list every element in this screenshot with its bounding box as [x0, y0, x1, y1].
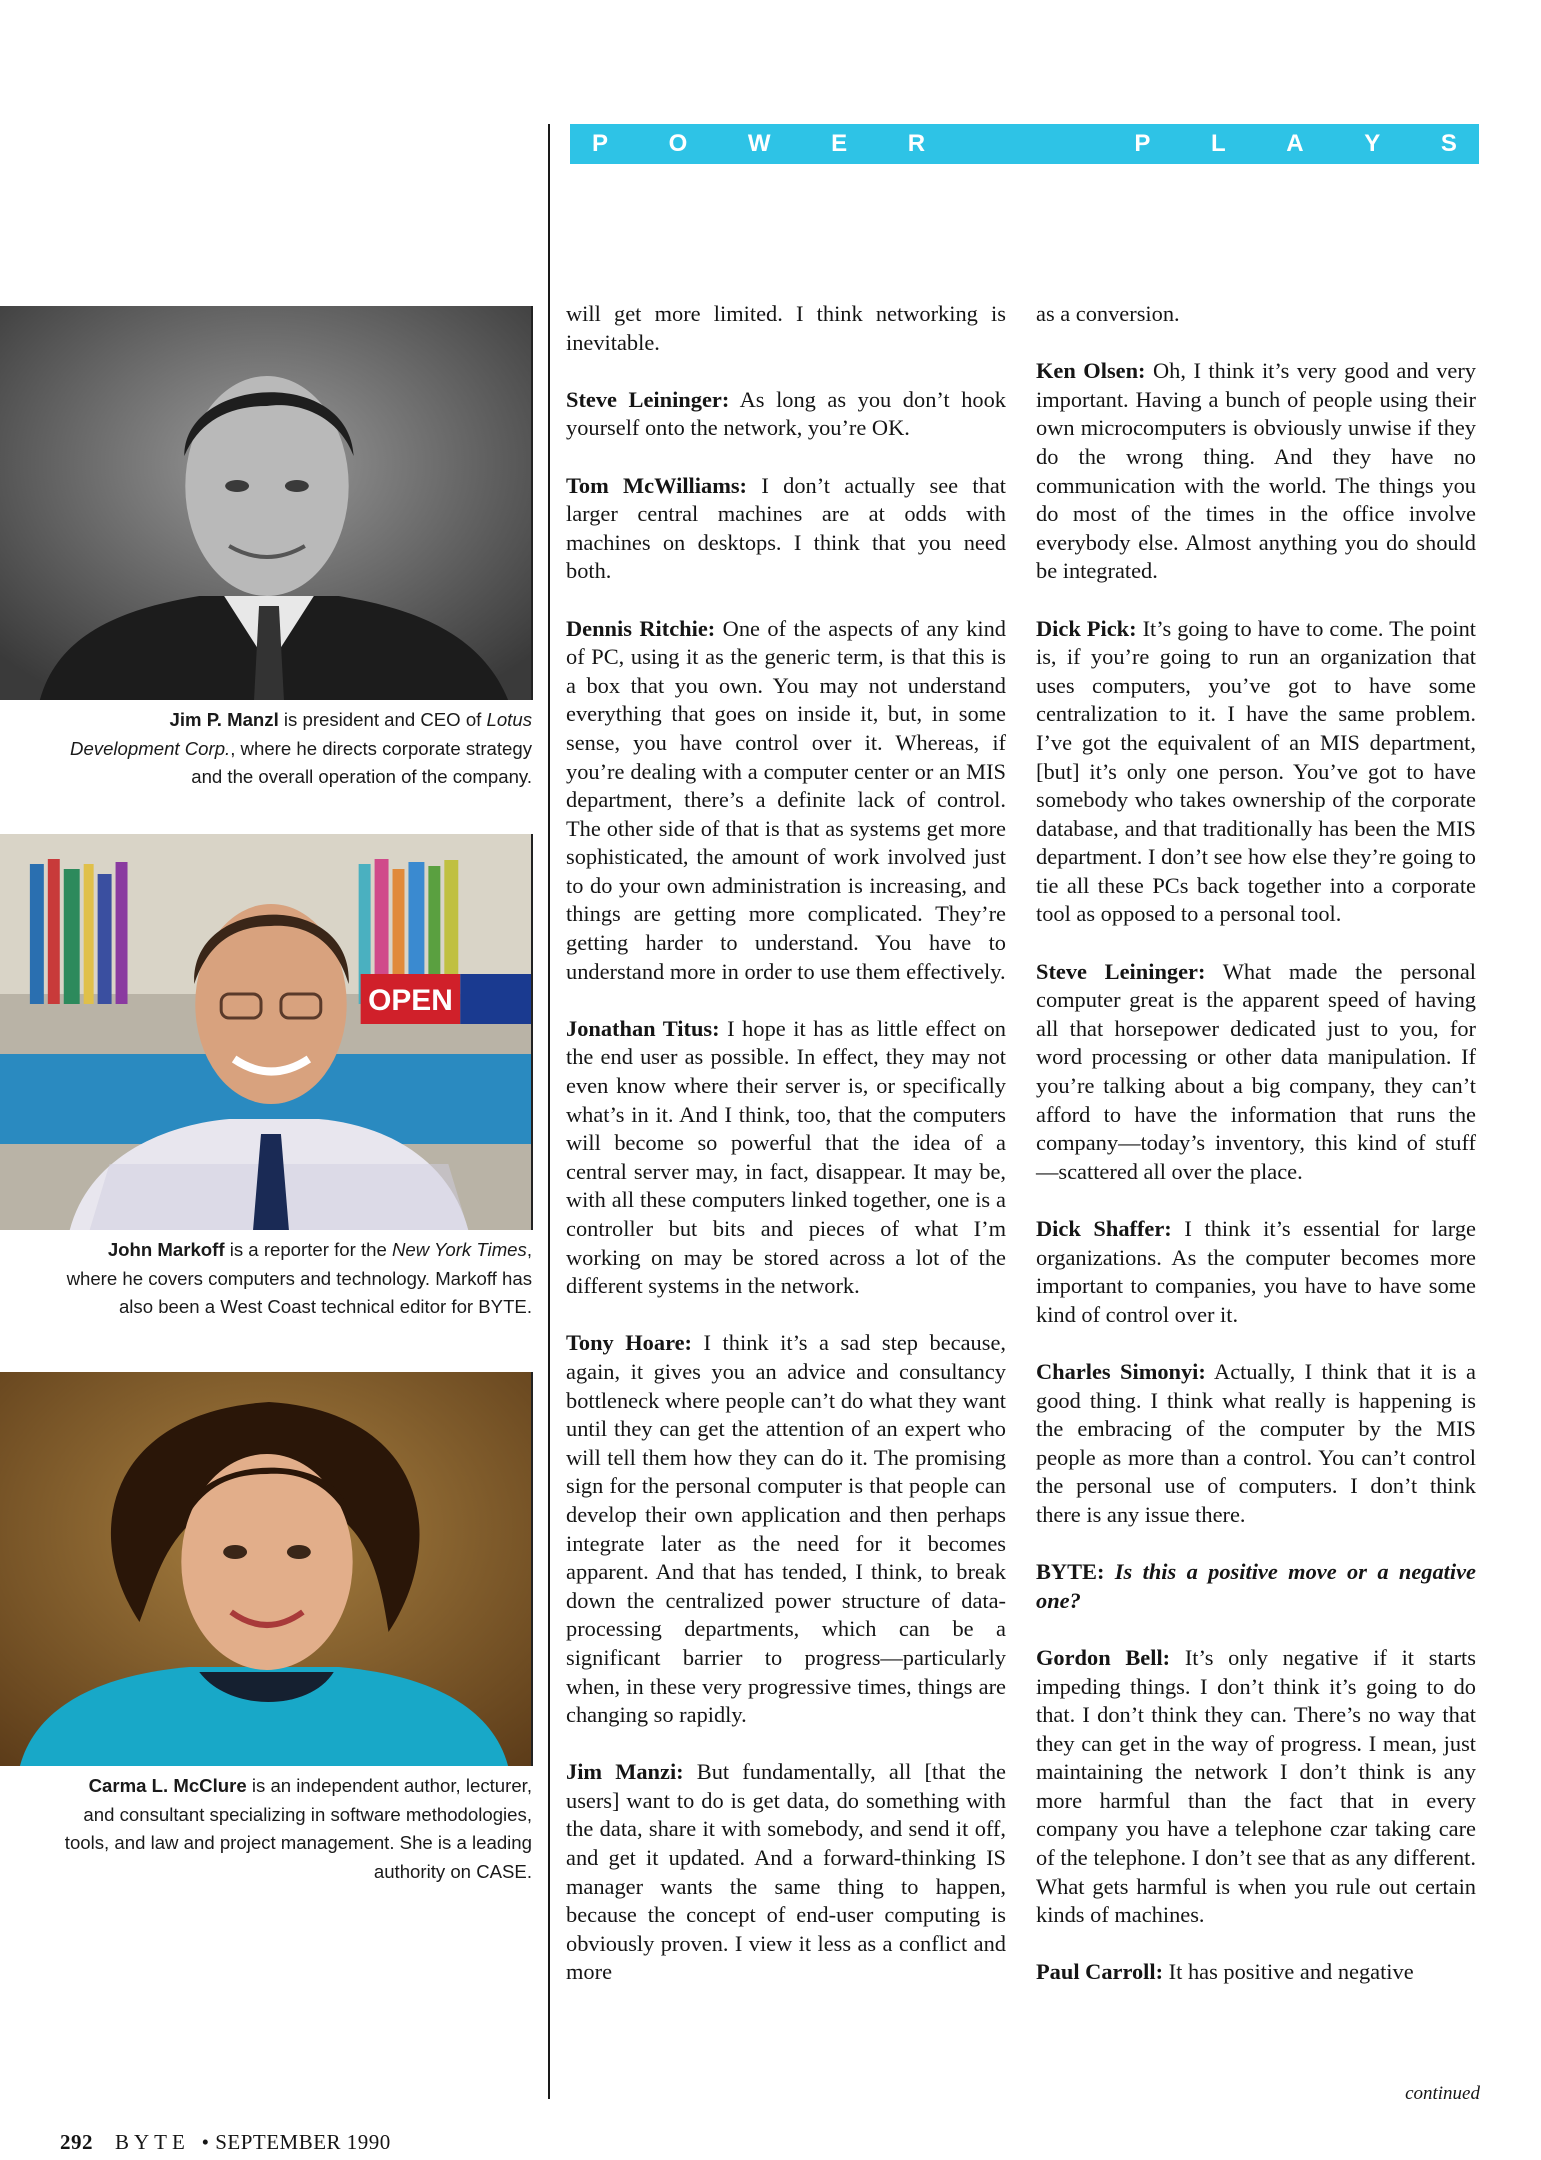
- column-divider: [548, 124, 550, 2099]
- caption-john-markoff: [60, 1236, 532, 1322]
- paragraph-text: One of the aspects of any kind of PC, using it as the generic term, is that this is a box that you own. You may not understand everything that goes on inside it, but, in some sense, you have control over it. Whereas, if you’re dealing with a computer center or an MIS department, there’s a definite lack of control. The other side of that is that as systems get more sophisticated, the amount of work involved just to do your own administration is increasing, and things are getting more complicated. They’re getting harder to understand. You have to understand more in order to use them effectively.: [566, 615, 1006, 984]
- banner-letter: S: [1440, 130, 1457, 157]
- speaker-name: Paul Carroll:: [1036, 1959, 1164, 1985]
- caption-text: , where he directs corporate strategy and the overall operation of the company.: [191, 737, 532, 787]
- banner-letter: W: [747, 130, 771, 157]
- caption-name: John Markoff: [107, 1239, 225, 1260]
- caption-text: is an independent author, lecturer, and consultant specializing in software methodologies, tools, and law and project management. She is a leading authority on CASE.: [64, 1775, 532, 1882]
- speaker-name: Dick Shaffer:: [1036, 1216, 1172, 1241]
- caption-name: Jim P. Manzl: [169, 709, 279, 730]
- speaker-name: Dick Pick:: [1036, 615, 1137, 641]
- paragraph-text: I think it’s essential for large organizations. As the computer becomes more important to companies, you have to have some kind of control over it.: [1036, 1216, 1476, 1327]
- speaker-name: Tom McWilliams:: [566, 472, 748, 498]
- caption-text: is a reporter for the: [224, 1239, 392, 1260]
- caption-jim-manzi: [60, 706, 532, 792]
- paragraph: [1036, 1644, 1476, 1930]
- banner-letter: P: [1134, 130, 1151, 157]
- paragraph-text: What made the personal computer great is the apparent speed of having all that horsepower dedicated just to you, for word processing or other data manipulation. If you’re talking about a big company, they can’t afford to have the information that runs the company—today’s inventory, this kind of stuff—scattered all over the place.: [1036, 958, 1477, 1184]
- photo-jim-manzi: [0, 306, 533, 700]
- photo-john-markoff: [0, 834, 533, 1230]
- portrait-image: [0, 1372, 531, 1766]
- caption-italic: Lotus Development Corp.: [70, 709, 532, 759]
- caption-name: Carma L. McClure: [88, 1775, 247, 1796]
- paragraph: [1036, 1958, 1476, 1987]
- portrait-image: [0, 306, 531, 700]
- paragraph: [566, 615, 1006, 987]
- paragraph-text: But fundamentally, all [that the users] want to do is get data, do something with the data, share it with somebody, and send it off, and get it updated. And a forward-thinking IS manager wants the same thing to happen, because the concept of end-user computing is obviously proven. I view it less as a conflict and more: [566, 1759, 1006, 1985]
- paragraph: [1036, 615, 1476, 930]
- issue-date: SEPTEMBER 1990: [215, 2130, 391, 2154]
- page-number: 292: [60, 2130, 93, 2154]
- paragraph: [1036, 357, 1476, 586]
- section-banner: [570, 124, 1479, 164]
- caption-italic: New York Times: [391, 1239, 527, 1260]
- banner-letter: P: [592, 130, 609, 157]
- banner-letter: R: [907, 130, 926, 157]
- magazine-name: BYTE: [115, 2130, 190, 2154]
- speaker-name: Charles Simonyi:: [1036, 1358, 1206, 1384]
- banner-letter: L: [1210, 130, 1226, 157]
- paragraph-text: It’s only negative if it starts impeding things. I don’t think it’s going to do that. I don’t think they can. There’s no way that they can get in the way of progress. I mean, just maintaining the network I don’t think is any more harmful than the fact that in every company you have a telephone czar taking care of the telephone. I don’t see that as any different. What gets harmful is when you rule out certain kinds of machines.: [1036, 1644, 1476, 1928]
- paragraph-text: It’s going to have to come. The point is, if you’re going to run an organization that uses computers, you’ve got to have some centralization to it. I have the same problem. I’ve got the equivalent of an MIS department, [but] it’s only one person. You’ve got to have somebody who takes ownership of the corporate database, and that traditionally has been the MIS department. I don’t see how else they’re going to tie all these PCs back together into a corporate tool as opposed to a personal tool.: [1036, 615, 1477, 927]
- speaker-name: Tony Hoare:: [566, 1330, 693, 1356]
- paragraph-text: I hope it has as little effect on the end user as possible. In effect, they may not even know where their server is, or specifically what’s in it. And I think, too, that the computers will become so powerful that the idea of a central server may, in fact, disappear. It may be, with all these computers linked together, one is a controller but bits and pieces of what I’m working on may be stored across a lot of the different systems in the network.: [566, 1015, 1006, 1299]
- banner-letter: A: [1286, 130, 1304, 157]
- byte-question: [1036, 1558, 1476, 1615]
- footer-separator: •: [201, 2130, 210, 2154]
- speaker-name: Steve Leininger:: [566, 386, 730, 412]
- caption-carma-mcclure: [60, 1772, 532, 1886]
- speaker-name: Jonathan Titus:: [566, 1015, 720, 1041]
- portrait-image: [0, 834, 531, 1230]
- paragraph: [1036, 1358, 1476, 1530]
- paragraph: [566, 386, 1006, 443]
- caption-text: , where he covers computers and technology. Markoff has also been a West Coast technical editor for BYTE.: [66, 1239, 532, 1317]
- paragraph: will get more limited. I think networking is inevitable.: [566, 301, 1006, 355]
- photo-carma-mcclure: [0, 1372, 533, 1766]
- speaker-name: Jim Manzi:: [566, 1759, 684, 1785]
- open-sign-text: OPEN: [368, 983, 453, 1018]
- speaker-name: Steve Leininger:: [1036, 958, 1206, 984]
- speaker-name: BYTE:: [1036, 1559, 1105, 1585]
- speaker-name: Ken Olsen:: [1036, 358, 1146, 384]
- banner-letter: O: [668, 130, 688, 157]
- paragraph: [1036, 1215, 1476, 1329]
- banner-letter: Y: [1364, 130, 1381, 157]
- paragraph-text: It has positive and negative: [1163, 1959, 1414, 1985]
- speaker-name: Dennis Ritchie:: [566, 615, 716, 641]
- paragraph: [566, 1758, 1006, 1987]
- article-column-1: [566, 300, 1006, 2016]
- page-footer: [60, 2130, 391, 2155]
- paragraph: [1036, 958, 1476, 1187]
- banner-letter: E: [831, 130, 848, 157]
- paragraph: as a conversion.: [1036, 301, 1180, 326]
- paragraph-text: As long as you don’t hook yourself onto the network, you’re OK.: [566, 386, 1006, 441]
- paragraph-text: Oh, I think it’s very good and very important. Having a bunch of people using their own microcomputers is obviously unwise if they do the wrong thing. And they have no communication with the world. The things you do most of the times in the office involve everybody else. Almost anything you do should be integrated.: [1036, 358, 1476, 584]
- question-text: Is this a positive move or a negative one?: [1036, 1559, 1476, 1613]
- paragraph-text: Actually, I think that it is a good thing. I think what really is happening is the embracing of the computer by the MIS people as more than a control. You can’t control the personal use of computers. I don’t think there is any issue there.: [1036, 1358, 1476, 1527]
- paragraph: [566, 1329, 1006, 1729]
- speaker-name: Gordon Bell:: [1036, 1644, 1171, 1670]
- continued-label: continued: [1405, 2083, 1480, 2104]
- paragraph-text: I think it’s a sad step because, again, it gives you an advice and consultancy bottleneck where people can’t do what they want until they can get the attention of an expert who will tell them how they can do it. The promising sign for the personal computer is that people can develop their own application and then perhaps integrate later as the need for it becomes apparent. And that has tended, I think, to break down the centralized power structure of data-processing departments, which can be a significant barrier to progress—particularly when, in these very progressive times, things are changing so rapidly.: [566, 1330, 1006, 1728]
- article-column-2: [1036, 300, 1476, 2016]
- paragraph: [566, 472, 1006, 586]
- caption-text: is president and CEO of: [278, 709, 487, 730]
- paragraph-text: I don’t actually see that larger central machines are at odds with machines on desktops. I think that you need both.: [566, 472, 1006, 584]
- paragraph: [566, 1015, 1006, 1301]
